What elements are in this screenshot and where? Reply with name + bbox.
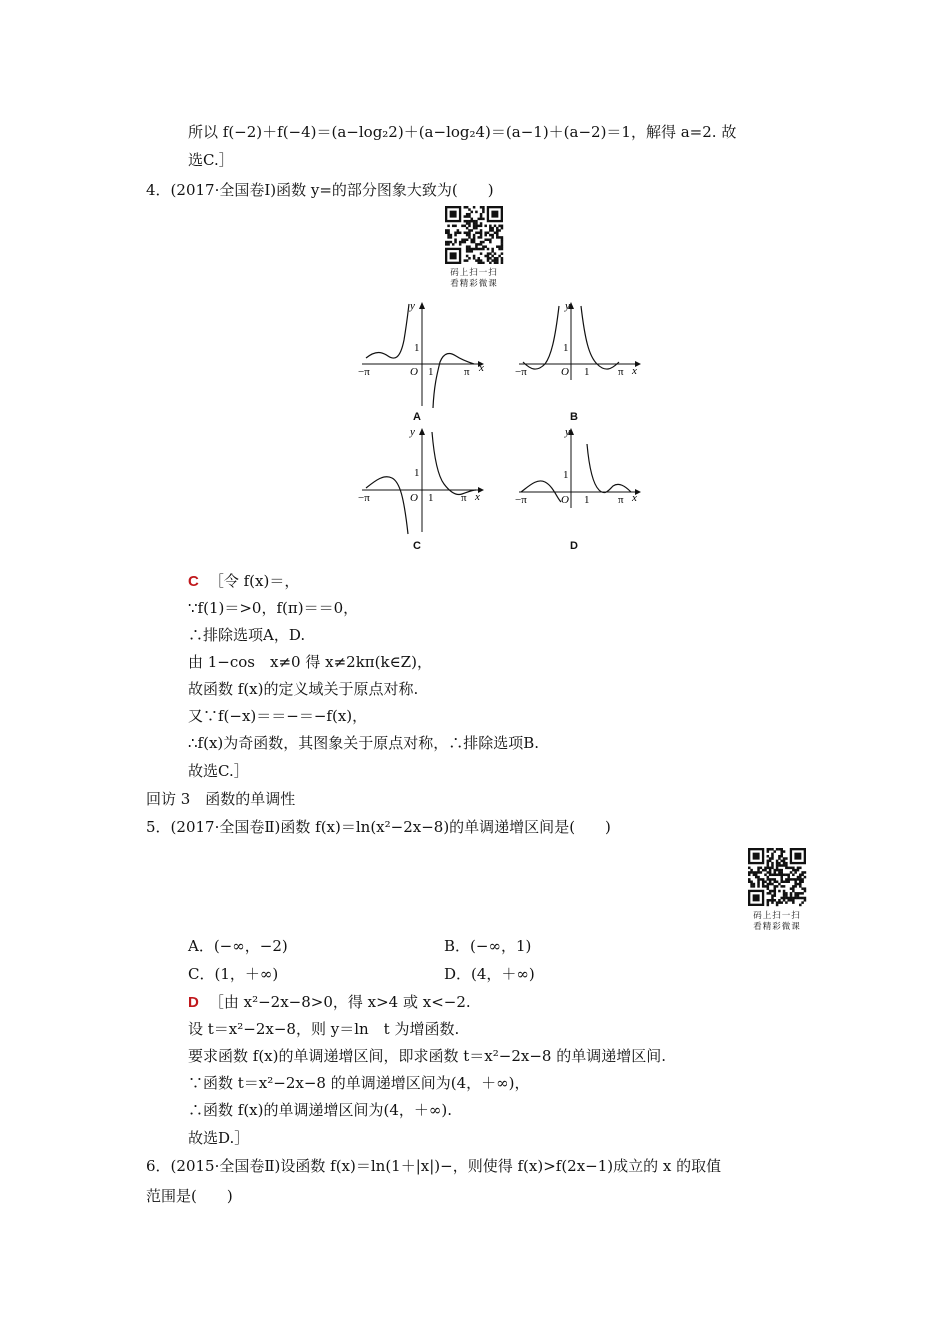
tick-one-y: 1	[414, 467, 420, 479]
axis-y-label: y	[410, 300, 415, 312]
axis-x-label: x	[632, 365, 637, 377]
text-line-l17: D．(4，＋∞)	[444, 965, 535, 983]
answer-5-line	[188, 992, 471, 1013]
text-line-l12: 回访 3 函数的单调性	[146, 790, 296, 808]
tick-pi: π	[618, 366, 624, 378]
answer-5-text: ［由 x²−2x−8>0，得 x>4 或 x<−2.	[208, 993, 471, 1011]
tick-one-x: 1	[428, 366, 434, 378]
qr-caption-line2: 看精彩微课	[753, 922, 801, 932]
tick-one-y: 1	[563, 342, 569, 354]
qr-code-1[interactable]	[444, 206, 504, 290]
text-line-l13: 5．(2017·全国卷Ⅱ)函数 f(x)＝ln(x²−2x−8)的单调递增区间是( )	[146, 818, 611, 836]
graph-label-d: D	[570, 540, 578, 552]
text-line-l2: 选C.］	[188, 151, 234, 169]
text-line-l22: ∴函数 f(x)的单调递增区间为(4，＋∞).	[188, 1101, 452, 1119]
qr-caption-line1: 码上扫一扫	[450, 268, 498, 278]
text-line-l10: ∴f(x)为奇函数，其图象关于原点对称，∴排除选项B.	[188, 734, 540, 752]
tick-neg-pi: −π	[358, 366, 370, 378]
qr-code-icon	[747, 847, 807, 907]
graph-option-c	[358, 426, 484, 538]
graph-option-b	[515, 300, 641, 410]
graph-label-b: B	[570, 411, 578, 423]
origin-label: O	[410, 492, 418, 504]
answer-4-text: ［令 f(x)＝，	[208, 572, 300, 590]
text-line-l23: 故选D.］	[188, 1129, 250, 1147]
text-line-l1: 所以 f(−2)＋f(−4)＝(a−log₂2)＋(a−log₂4)＝(a−1)＋(a−2)＝1，解得 a=2. 故	[188, 123, 737, 141]
graph-label-c: C	[413, 540, 421, 552]
axis-y-label: y	[410, 426, 415, 438]
tick-neg-pi: −π	[515, 494, 527, 506]
tick-neg-pi: −π	[358, 492, 370, 504]
axis-y-label: y	[565, 300, 570, 312]
text-line-l9: 又∵f(−x)＝＝−＝−f(x)，	[188, 707, 368, 725]
text-line-l14: A．(−∞，−2)	[188, 937, 288, 955]
text-line-l20: 要求函数 f(x)的单调递增区间，即求函数 t＝x²−2x−8 的单调递增区间.	[188, 1047, 666, 1065]
tick-neg-pi: −π	[515, 366, 527, 378]
text-line-l15: B．(−∞，1)	[444, 937, 532, 955]
text-line-l25: 范围是( )	[146, 1187, 233, 1205]
origin-label: O	[561, 366, 569, 378]
answer-letter-4: C	[188, 573, 199, 590]
origin-label: O	[561, 494, 569, 506]
tick-one-x: 1	[584, 366, 590, 378]
text-line-l19: 设 t＝x²−2x−8，则 y＝ln t 为增函数.	[188, 1020, 460, 1038]
origin-label: O	[410, 366, 418, 378]
graph-option-a	[358, 300, 484, 410]
graph-option-d	[515, 426, 641, 538]
qr-caption-line1: 码上扫一扫	[753, 911, 801, 921]
axis-x-label: x	[475, 491, 480, 503]
qr-caption-line2: 看精彩微课	[450, 279, 498, 289]
graph-label-a: A	[413, 411, 421, 423]
tick-one-x: 1	[584, 494, 590, 506]
text-line-l21: ∵函数 t＝x²−2x−8 的单调递增区间为(4，＋∞)，	[188, 1074, 530, 1092]
tick-one-y: 1	[414, 342, 420, 354]
tick-one-y: 1	[563, 469, 569, 481]
text-line-l3: 4．(2017·全国卷Ⅰ)函数 y=的部分图象大致为( )	[146, 181, 494, 199]
axis-x-label: x	[479, 362, 484, 374]
qr-code-2[interactable]	[747, 847, 807, 933]
text-line-l7: 由 1−cos x≠0 得 x≠2kπ(k∈Z)，	[188, 653, 432, 671]
tick-pi: π	[618, 494, 624, 506]
text-line-l6: ∴排除选项A，D.	[188, 626, 306, 644]
text-line-l16: C．(1，＋∞)	[188, 965, 279, 983]
tick-one-x: 1	[428, 492, 434, 504]
text-line-l8: 故函数 f(x)的定义域关于原点对称.	[188, 680, 419, 698]
text-line-l11: 故选C.］	[188, 762, 249, 780]
tick-pi: π	[461, 492, 467, 504]
answer-4-line	[188, 571, 299, 592]
tick-pi: π	[464, 366, 470, 378]
axis-y-label: y	[565, 426, 570, 438]
text-line-l5: ∵f(1)＝>0，f(π)＝＝0，	[188, 599, 359, 617]
text-line-l24: 6．(2015·全国卷Ⅱ)设函数 f(x)＝ln(1＋|x|)−，则使得 f(x)>f(2x−1)成立的 x 的取值	[146, 1157, 722, 1175]
axis-x-label: x	[632, 492, 637, 504]
answer-letter-5: D	[188, 994, 199, 1011]
qr-code-icon	[444, 206, 504, 264]
